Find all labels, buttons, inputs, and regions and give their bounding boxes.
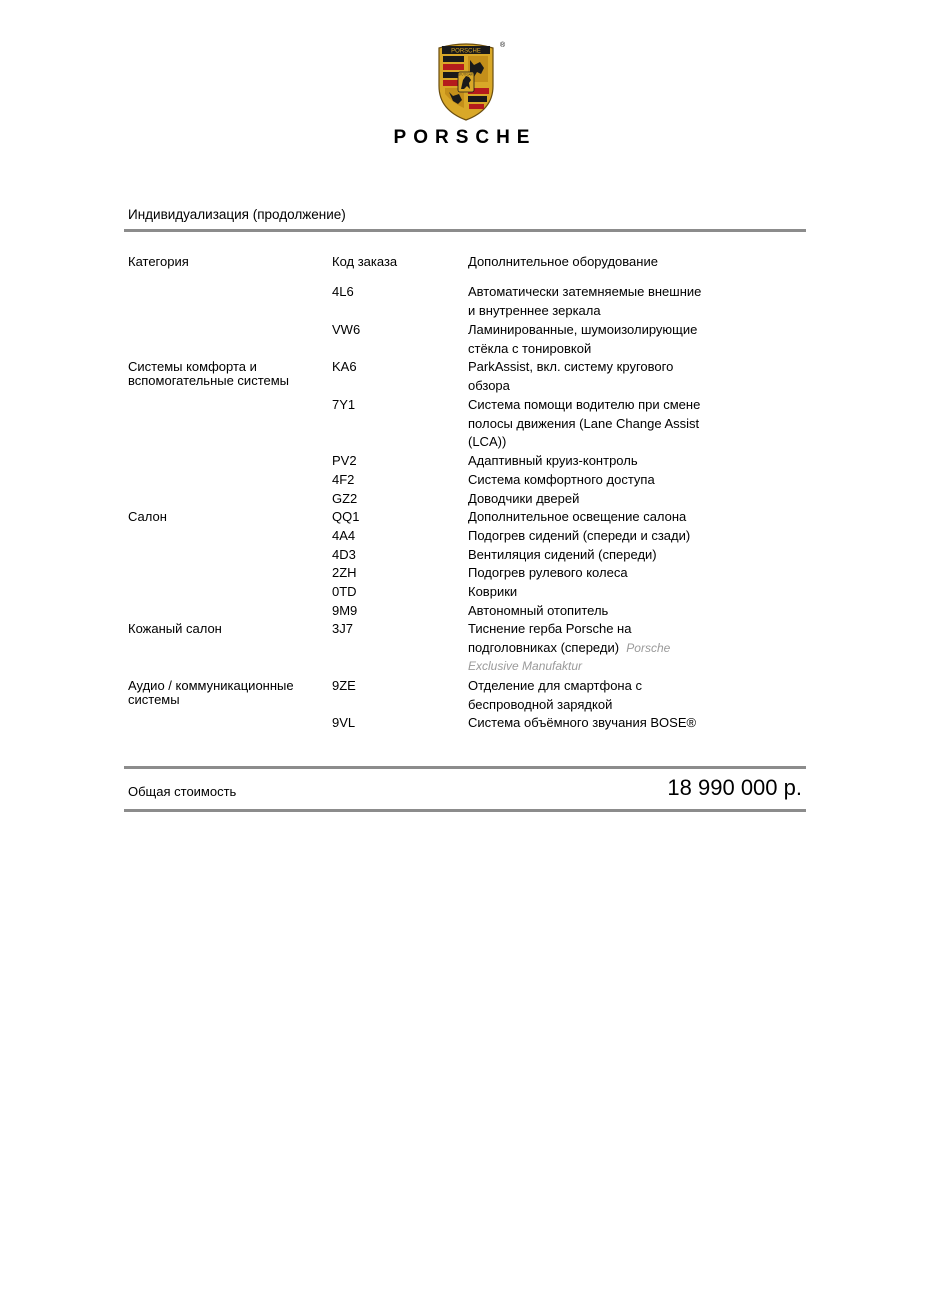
row-category [128,714,318,716]
row-code: 9M9 [332,603,358,618]
row-description: Система помощи водителю при смене полосы движения (Lane Change Assist (LCA)) [468,397,701,450]
row-code: GZ2 [332,491,358,506]
row-category [128,283,318,285]
row-code: PV2 [332,453,357,468]
row-code: 4A4 [332,528,356,543]
row-category: Кожаный салон [128,621,222,636]
row-code: QQ1 [332,509,360,524]
total-value: 18 990 000 р. [667,775,802,800]
porsche-logo [360,42,570,152]
row-description: Система комфортного доступа [468,472,655,487]
row-category: Салон [128,509,167,524]
row-category [128,564,318,566]
total-label: Общая стоимость [128,784,237,799]
row-description [468,620,708,676]
row-category [128,583,318,585]
row-category: Аудио / коммуникационные системы [128,678,294,707]
crest-name: PORSCHE [451,48,481,55]
porsche-wordmark [365,126,565,146]
row-code: 4D3 [332,547,356,562]
row-description: Подогрев сидений (спереди и сзади) [468,528,691,543]
total-top-divider [124,766,806,769]
row-code: 9ZE [332,678,356,693]
row-code: KA6 [332,359,357,374]
registered-mark: ® [500,42,506,49]
row-description: Автономный отопитель [468,603,609,618]
column-header-equipment: Дополнительное оборудование [468,254,658,269]
row-description: Вентиляция сидений (спереди) [468,547,657,562]
row-category [128,396,318,398]
row-description: Ламинированные, шумоизолирующие стёкла с тонировкой [468,322,698,356]
row-description: Дополнительное освещение салона [468,509,687,524]
row-category [128,602,318,604]
row-category [128,490,318,492]
exclusive-manufaktur-note: Porsche Exclusive Manufaktur [468,640,671,674]
row-description-text: Тиснение герба Porsche на подголовниках (спереди) [468,621,632,655]
column-header-category: Категория [128,254,189,269]
row-code: 0TD [332,584,357,599]
row-category: Системы комфорта и вспомогательные системы [128,359,290,388]
row-category [128,546,318,548]
row-category [128,452,318,454]
column-header-code: Код заказа [332,254,398,269]
row-description: Доводчики дверей [468,491,580,506]
row-category [128,471,318,473]
row-code: 4L6 [332,284,354,299]
row-code: 9VL [332,715,356,730]
total-bottom-divider [124,809,806,812]
row-code: 4F2 [332,472,355,487]
brand-name: PORSCHE [393,127,537,146]
crest-city: STUTTGART [458,73,474,77]
section-divider [124,229,806,232]
section-title: Индивидуализация (продолжение) [128,207,346,222]
row-description: Подогрев рулевого колеса [468,565,628,580]
row-description: Адаптивный круиз-контроль [468,453,638,468]
row-code: 7Y1 [332,397,356,412]
row-description: Коврики [468,584,518,599]
row-description: Автоматически затемняемые внешние и внутреннее зеркала [468,284,702,318]
porsche-crest-icon [436,42,496,122]
row-category [128,321,318,323]
row-description: Система объёмного звучания BOSE® [468,715,697,730]
row-code: 2ZH [332,565,357,580]
row-code: VW6 [332,322,361,337]
row-description: Отделение для смартфона с беспроводной зарядкой [468,678,642,712]
row-description: ParkAssist, вкл. систему кругового обзора [468,359,674,393]
row-code: 3J7 [332,621,353,636]
row-category [128,527,318,529]
